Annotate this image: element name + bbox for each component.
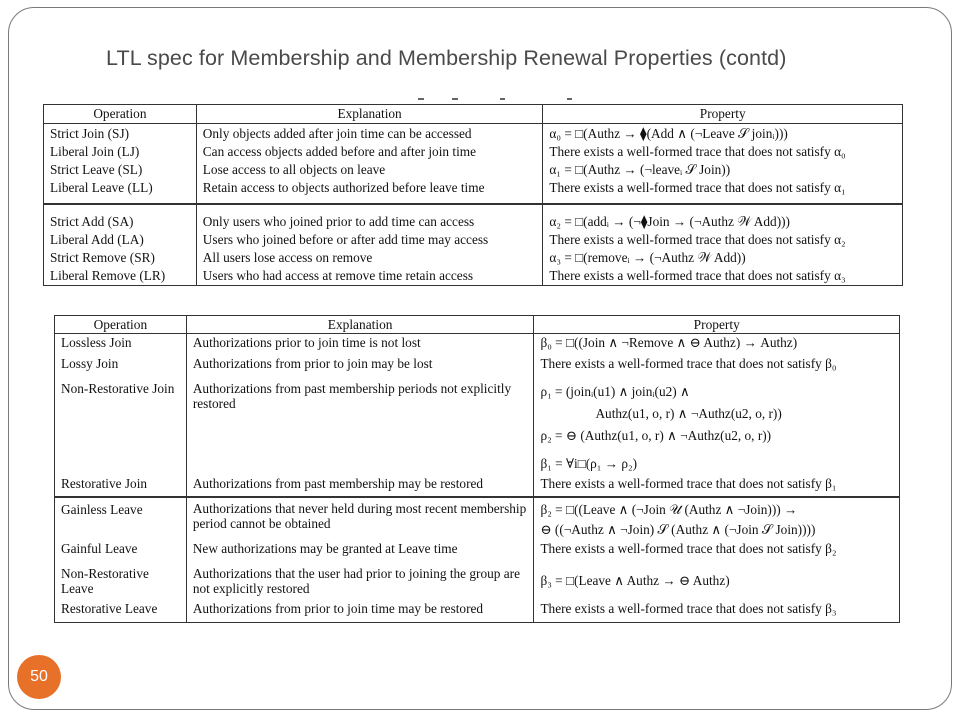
- operation-cell: Strict Remove (SR): [44, 249, 197, 267]
- explanation-cell: Retain access to objects authorized before leave time: [196, 179, 543, 204]
- table-row: [44, 143, 903, 161]
- table-row: [44, 231, 903, 249]
- slide-title: LTL spec for Membership and Membership Renewal Properties (contd): [106, 46, 787, 70]
- table-row: [55, 540, 900, 566]
- operation-cell: Restorative Join: [55, 475, 187, 497]
- property-line: ρ₂ = ⊖ (Authz(u1, o, r) ∧ ¬Authz(u2, o, r)): [540, 428, 772, 443]
- property-cell: There exists a well-formed trace that does not satisfy α₁: [543, 179, 903, 204]
- property-cell: β₀ = □((Join ∧ ¬Remove ∧ ⊖ Authz) → Authz): [534, 334, 900, 356]
- explanation-cell: Authorizations from prior to join time may be restored: [186, 600, 534, 623]
- table-row: [55, 497, 900, 540]
- property-line: β₁ = ∀i□(ρ₁ → ρ₂): [540, 456, 638, 471]
- operation-cell: Non-Restorative Join: [55, 381, 187, 475]
- property-cell: [534, 381, 900, 475]
- column-header-operation: Operation: [55, 316, 187, 334]
- operation-cell: Gainless Leave: [55, 497, 187, 540]
- explanation-cell: Authorizations from prior to join may be lost: [186, 355, 534, 381]
- explanation-cell: Users who joined before or after add time may access: [196, 231, 543, 249]
- table-row: [55, 600, 900, 623]
- operation-cell: Liberal Join (LJ): [44, 143, 197, 161]
- stray-mark: [500, 98, 505, 100]
- table-row: [44, 161, 903, 179]
- renewal-properties-table: [54, 315, 900, 623]
- table-row: [44, 267, 903, 286]
- page-number-badge: 50: [17, 655, 61, 699]
- table-row: [55, 566, 900, 600]
- operation-cell: Non-Restorative Leave: [55, 566, 187, 600]
- explanation-cell: Can access objects added before and after join time: [196, 143, 543, 161]
- operation-cell: Gainful Leave: [55, 540, 187, 566]
- operation-cell: Liberal Leave (LL): [44, 179, 197, 204]
- explanation-cell: Only users who joined prior to add time can access: [196, 204, 543, 231]
- table-row: [55, 334, 900, 356]
- table-row: [55, 475, 900, 497]
- property-cell: There exists a well-formed trace that does not satisfy α₃: [543, 267, 903, 286]
- column-header-explanation: Explanation: [196, 105, 543, 124]
- property-cell: There exists a well-formed trace that does not satisfy α₀: [543, 143, 903, 161]
- table-row: [44, 204, 903, 231]
- table-row: [55, 355, 900, 381]
- operation-cell: Strict Leave (SL): [44, 161, 197, 179]
- operation-cell: Liberal Remove (LR): [44, 267, 197, 286]
- property-cell: α₂ = □(addᵢ → (¬⧫Join → (¬Authz 𝒲 Add))): [543, 204, 903, 231]
- property-cell: There exists a well-formed trace that does not satisfy β₁: [534, 475, 900, 497]
- operation-cell: Strict Join (SJ): [44, 124, 197, 144]
- explanation-cell: Users who had access at remove time retain access: [196, 267, 543, 286]
- table-row: [55, 381, 900, 475]
- explanation-cell: Authorizations prior to join time is not lost: [186, 334, 534, 356]
- explanation-cell: New authorizations may be granted at Leave time: [186, 540, 534, 566]
- property-line: ρ₁ = (joinᵢ(u1) ∧ joinᵢ(u2) ∧: [540, 384, 690, 399]
- explanation-cell: Authorizations that never held during most recent membership period cannot be obtained: [186, 497, 534, 540]
- stray-mark: [567, 98, 572, 100]
- property-cell: α₁ = □(Authz → (¬leaveᵢ 𝒮 Join)): [543, 161, 903, 179]
- operation-cell: Liberal Add (LA): [44, 231, 197, 249]
- table-header-row: [44, 105, 903, 124]
- membership-properties-table: [43, 104, 903, 286]
- property-cell: α₀ = □(Authz → ⧫(Add ∧ (¬Leave 𝒮 joinᵢ))): [543, 124, 903, 144]
- property-line: β₂ = □((Leave ∧ (¬Join 𝒰 (Authz ∧ ¬Join))) →: [540, 502, 798, 517]
- stray-mark: [418, 98, 424, 100]
- explanation-cell: Lose access to all objects on leave: [196, 161, 543, 179]
- property-line: Authz(u1, o, r) ∧ ¬Authz(u2, o, r)): [595, 406, 782, 421]
- property-cell: There exists a well-formed trace that does not satisfy β₀: [534, 355, 900, 381]
- explanation-cell: All users lose access on remove: [196, 249, 543, 267]
- property-line: ⊖ ((¬Authz ∧ ¬Join) 𝒮 (Authz ∧ (¬Join 𝒮 Join)))): [540, 522, 816, 537]
- operation-cell: Strict Add (SA): [44, 204, 197, 231]
- explanation-cell: Authorizations that the user had prior to joining the group are not explicitly restored: [186, 566, 534, 600]
- column-header-explanation: Explanation: [186, 316, 534, 334]
- property-cell: α₃ = □(removeᵢ → (¬Authz 𝒲 Add)): [543, 249, 903, 267]
- property-cell: There exists a well-formed trace that does not satisfy α₂: [543, 231, 903, 249]
- table-header-row: [55, 316, 900, 334]
- operation-cell: Restorative Leave: [55, 600, 187, 623]
- explanation-cell: Only objects added after join time can be accessed: [196, 124, 543, 144]
- property-cell: β₃ = □(Leave ∧ Authz → ⊖ Authz): [534, 566, 900, 600]
- table-row: [44, 249, 903, 267]
- property-cell: There exists a well-formed trace that does not satisfy β₂: [534, 540, 900, 566]
- column-header-operation: Operation: [44, 105, 197, 124]
- explanation-cell: Authorizations from past membership periods not explicitly restored: [186, 381, 534, 475]
- column-header-property: Property: [534, 316, 900, 334]
- operation-cell: Lossless Join: [55, 334, 187, 356]
- operation-cell: Lossy Join: [55, 355, 187, 381]
- column-header-property: Property: [543, 105, 903, 124]
- explanation-cell: Authorizations from past membership may be restored: [186, 475, 534, 497]
- table-row: [44, 179, 903, 204]
- stray-mark: [452, 98, 458, 100]
- property-cell: There exists a well-formed trace that does not satisfy β₃: [534, 600, 900, 623]
- table-row: [44, 124, 903, 144]
- property-cell: [534, 497, 900, 540]
